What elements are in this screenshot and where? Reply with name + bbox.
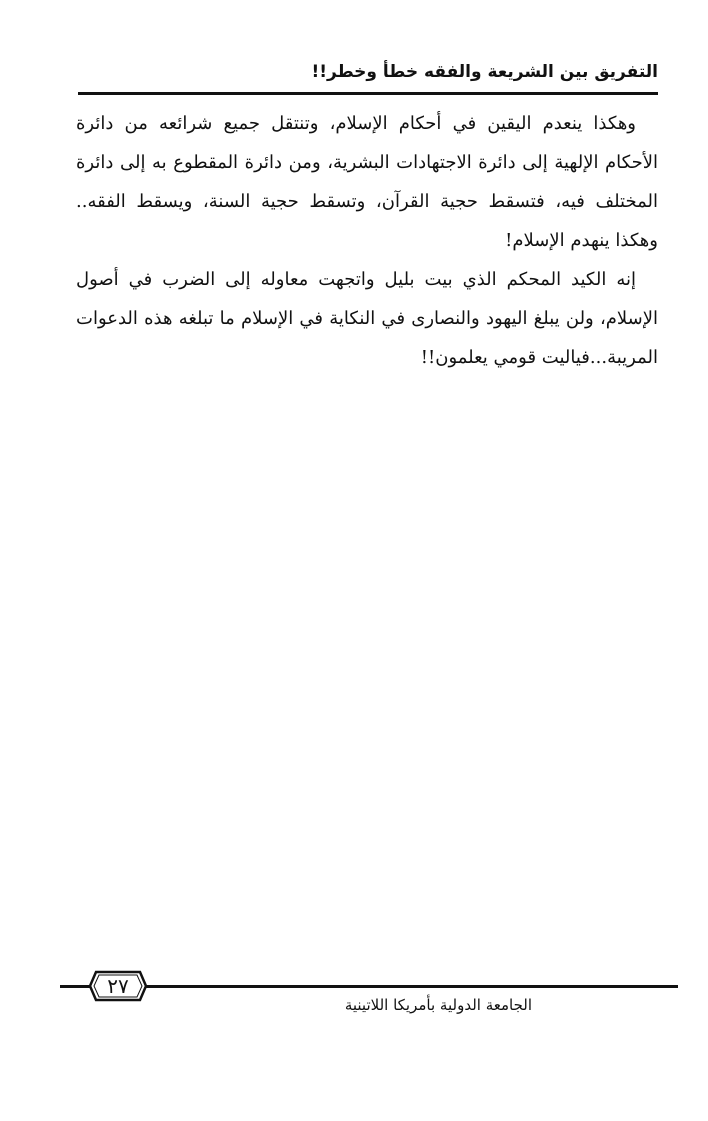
paragraph-2: إنه الكيد المحكم الذي بيت بليل واتجهت معاوله إلى الضرب في أصول الإسلام، ولن يبلغ اليهود والنصارى في النكاية في الإسلام ما تبلغه هذه الدعوات المريبة...فياليت قومي يعلمون!! xyxy=(76,269,658,368)
page-number: ٢٧ xyxy=(107,974,129,998)
paragraph-1: وهكذا ينعدم اليقين في أحكام الإسلام، وتنتقل جميع شرائعه من دائرة الأحكام الإلهية إلى دائرة الاجتهادات البشرية، ومن دائرة المقطوع به إلى دائرة المختلف فيه، فتسقط حجية القرآن، وتسقط حجية السنة، ويسقط الفقه.. وهكذا ينهدم الإسلام! xyxy=(76,113,658,251)
page-footer xyxy=(60,962,678,1022)
page-header xyxy=(78,56,658,96)
publisher-name: الجامعة الدولية بأمريكا اللاتينية xyxy=(344,996,532,1014)
running-title: التفريق بين الشريعة والفقه خطأ وخطر!! xyxy=(311,62,658,82)
page-number-frame xyxy=(88,966,148,1006)
body-text xyxy=(76,104,658,377)
footer-rule xyxy=(60,985,678,988)
header-rule xyxy=(78,92,658,95)
